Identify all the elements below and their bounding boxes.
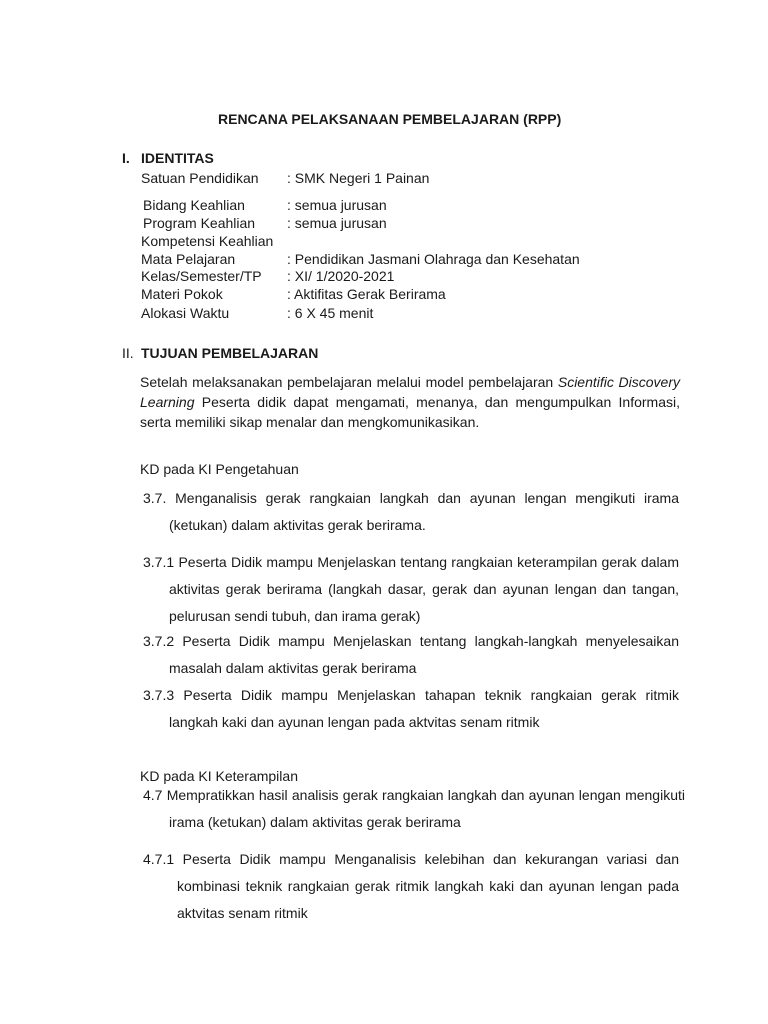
kd-item-3-7-2: 3.7.2 Peserta Didik mampu Menjelaskan tentang langkah-langkah menyelesaikan masalah dalam aktivitas gerak berirama bbox=[143, 633, 679, 676]
identity-value-alokasi: : 6 X 45 menit bbox=[287, 305, 374, 321]
identity-label-mapel: Mata Pelajaran bbox=[141, 251, 236, 267]
identity-value-mapel: : Pendidikan Jasmani Olahraga dan Kesehatan bbox=[287, 251, 580, 267]
objective-model-name: Scientific Discovery Learning bbox=[140, 374, 680, 410]
document-title: RENCANA PELAKSANAAN PEMBELAJARAN (RPP) bbox=[218, 111, 562, 127]
identity-label-program: Program Keahlian bbox=[143, 215, 256, 231]
identity-value-satuan: : SMK Negeri 1 Painan bbox=[287, 170, 430, 186]
identity-label-satuan: Satuan Pendidikan bbox=[141, 170, 259, 186]
identity-value-bidang: : semua jurusan bbox=[287, 197, 387, 213]
objective-paragraph bbox=[140, 372, 680, 432]
identity-label-alokasi: Alokasi Waktu bbox=[141, 305, 230, 321]
identity-value-kelas: : XI/ 1/2020-2021 bbox=[287, 268, 395, 284]
section2-number: II. bbox=[122, 345, 134, 361]
identity-value-program: : semua jurusan bbox=[287, 215, 387, 231]
kd-item-4-7-1: 4.7.1 Peserta Didik mampu Menganalisis kelebihan dan kekurangan variasi dan kombinasi teknik rangkaian gerak ritmik langkah kaki dan ayunan lengan pada aktvitas senam ritmik bbox=[143, 851, 679, 921]
kd-item-4-7: 4.7 Mempratikkan hasil analisis gerak rangkaian langkah dan ayunan lengan mengikuti irama (ketukan) dalam aktivitas gerak berirama bbox=[143, 787, 685, 830]
section1-number: I. bbox=[122, 150, 130, 166]
objective-text-end: Peserta didik dapat mengamati, menanya, dan mengumpulkan Informasi, serta memiliki sikap menalar dan mengkomunikasikan. bbox=[140, 394, 680, 430]
section2-heading: TUJUAN PEMBELAJARAN bbox=[141, 345, 319, 361]
kd-item-3-7: 3.7. Menganalisis gerak rangkaian langkah dan ayunan lengan mengikuti irama (ketukan) dalam aktivitas gerak berirama. bbox=[143, 490, 679, 533]
identity-label-kompetensi: Kompetensi Keahlian bbox=[141, 233, 274, 249]
identity-label-bidang: Bidang Keahlian bbox=[143, 197, 245, 213]
identity-label-materi: Materi Pokok bbox=[141, 286, 223, 302]
kd-pengetahuan-label: KD pada KI Pengetahuan bbox=[140, 461, 299, 477]
section1-heading: IDENTITAS bbox=[141, 150, 214, 166]
objective-text-start: Setelah melaksanakan pembelajaran melalui model pembelajaran bbox=[140, 374, 558, 390]
identity-label-kelas: Kelas/Semester/TP bbox=[141, 268, 262, 284]
kd-keterampilan-label: KD pada KI Keterampilan bbox=[140, 768, 298, 784]
kd-item-3-7-3: 3.7.3 Peserta Didik mampu Menjelaskan tahapan teknik rangkaian gerak ritmik langkah kaki dan ayunan lengan pada aktvitas senam ritmik bbox=[143, 687, 679, 730]
kd-item-3-7-1: 3.7.1 Peserta Didik mampu Menjelaskan tentang rangkaian keterampilan gerak dalam aktivitas gerak berirama (langkah dasar, gerak dan ayunan lengan dan tangan, pelurusan sendi tubuh, dan irama gerak) bbox=[143, 554, 679, 624]
identity-value-materi: : Aktifitas Gerak Berirama bbox=[287, 286, 446, 302]
